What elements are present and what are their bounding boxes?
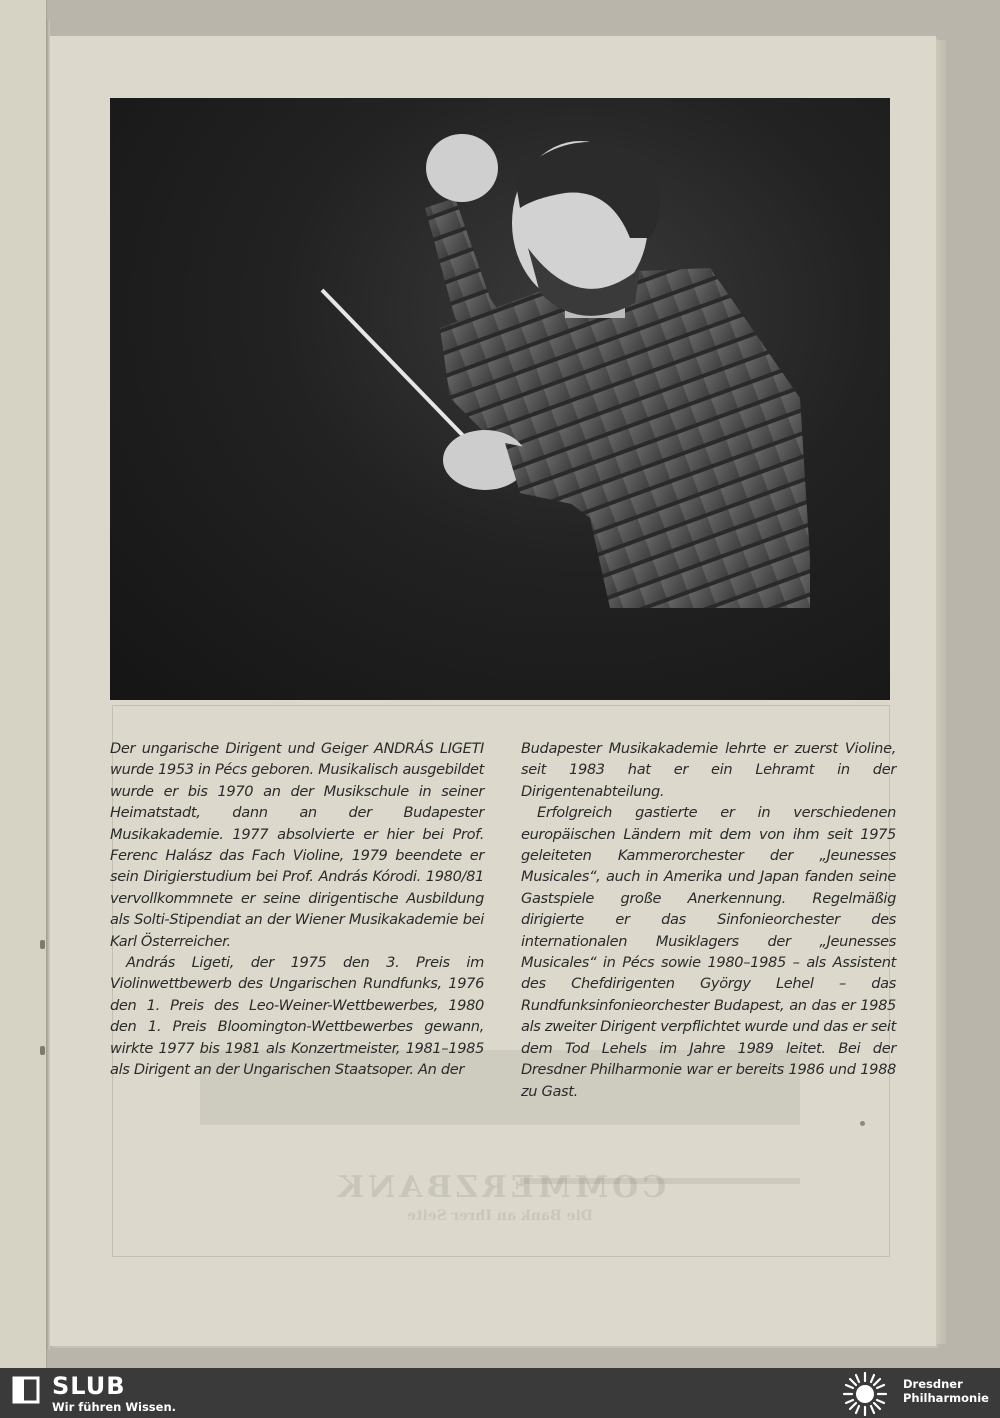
showthrough-tagline: Die Bank an Ihrer Seite [407, 1208, 593, 1224]
biography-paragraph: András Ligeti, der 1975 den 3. Preis im Violinwettbewerb des Ungarischen Rundfunks, 1976 den 1. Preis des Leo-Weiner-Wettbewerbes, 1980 den 1. Preis Bloomington-Wettbewerbes gewann, wirkte 1977 bis 1981 als Konzertmeister, 1981–1985 als Dirigent an der Ungarischen Staatsoper. An der [110, 954, 484, 1079]
showthrough-logo: COMMERZBANK [333, 1170, 667, 1205]
biography-column-left [110, 738, 484, 1081]
philharmonie-logo-text[interactable] [903, 1377, 989, 1405]
footer-bar [0, 1368, 1000, 1418]
biography-paragraph: Der ungarische Dirigent und Geiger ANDRÁS LIGETI wurde 1953 in Pécs geboren. Musikalisch ausgebildet wurde er bis 1970 an der Musikschule in seiner Heimatstadt, dann an der Budapester Musikakademie. 1977 absolvierte er hier bei Prof. Ferenc Halász das Fach Violine, 1979 beendete er sein Dirigierstudium bei Prof. András Kórodi. 1980/81 vervollkommnete er seine dirigentische Ausbildung als Solti-Stipendiat an der Wiener Musikakademie bei Karl Österreicher. [110, 740, 484, 950]
page-stack-edge [936, 40, 946, 1344]
conductor-illustration [110, 98, 890, 700]
biography-column-right [521, 738, 896, 1102]
conductor-photo [110, 98, 890, 700]
slub-logo-text[interactable]: SLUB [52, 1372, 126, 1400]
binding-mark [40, 940, 45, 949]
philharmonie-line1: Dresdner [903, 1377, 963, 1391]
slub-logo-icon [12, 1376, 40, 1404]
left-page-edge [0, 0, 47, 1368]
philharmonie-line2: Philharmonie [903, 1391, 989, 1405]
binding-mark [40, 1046, 45, 1055]
biography-paragraph: Erfolgreich gastierte er in verschiedenen europäischen Ländern mit dem von ihm seit 1975 geleiteten Kammerorchester der „Jeunesses Musicales“, auch in Amerika und Japan fanden seine Gastspiele große Anerkennung. Regelmäßig dirigierte er das Sinfonieorchester des internationalen Musiklagers der „Jeunesses Musicales“ in Pécs sowie 1980–1985 – als Assistent des Chefdirigenten György Lehel – das Rundfunksinfonieorchester Budapest, an das er 1985 als zweiter Dirigent verpflichtet wurde und das er seit dem Tod Lehels im Jahre 1989 leitet. Bei der Dresdner Philharmonie war er bereits 1986 und 1988 zu Gast. [521, 804, 896, 1100]
biography-paragraph: Budapester Musikakademie lehrte er zuerst Violine, seit 1983 hat er ein Lehramt in der Dirigentenabteilung. [521, 740, 896, 800]
slub-tagline: Wir führen Wissen. [52, 1400, 177, 1414]
philharmonie-logo-icon [842, 1371, 888, 1417]
page-mark [860, 1121, 865, 1126]
